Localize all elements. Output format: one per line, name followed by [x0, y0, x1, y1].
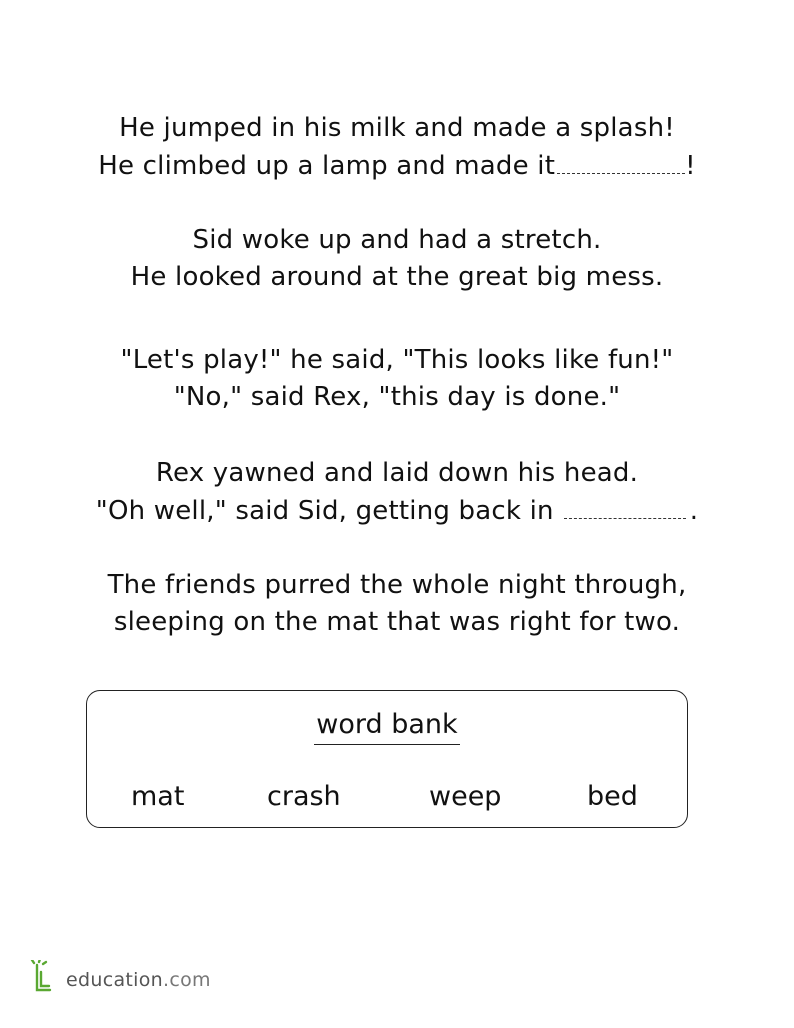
poem-line-with-blank: [0, 147, 794, 185]
logo-wordmark: education.com: [66, 969, 211, 991]
line-text-after: .: [689, 496, 699, 526]
stanza-2: [0, 222, 794, 296]
poem-line: Sid woke up and had a stretch.: [192, 225, 602, 255]
education-logo[interactable]: [28, 960, 211, 1000]
poem-line: "No," said Rex, "this day is done.": [173, 382, 621, 412]
poem-line: sleeping on the mat that was right for two.: [113, 607, 681, 637]
line-text-before: He climbed up a lamp and made it: [98, 151, 556, 181]
poem-line: Rex yawned and laid down his head.: [155, 458, 639, 488]
stanza-4: [0, 455, 794, 530]
word-bank-box: [86, 690, 688, 828]
poem-line: "Let's play!" he said, "This looks like fun!": [120, 345, 674, 375]
word-bank-word: crash: [267, 781, 341, 812]
line-text-before: "Oh well," said Sid, getting back in: [95, 496, 554, 526]
word-bank-word: bed: [587, 781, 638, 812]
poem-line-with-blank: [0, 492, 794, 530]
word-bank-title: word bank: [87, 709, 687, 745]
line-text-after: !: [685, 151, 696, 181]
stanza-3: [0, 342, 794, 416]
poem-line: The friends purred the whole night through,: [107, 570, 687, 600]
poem-line: He jumped in his milk and made a splash!: [119, 113, 675, 143]
poem-line: He looked around at the great big mess.: [130, 262, 664, 292]
word-bank-word: weep: [429, 781, 502, 812]
answer-blank-1[interactable]: [557, 147, 685, 174]
stanza-5: [0, 567, 794, 641]
answer-blank-2[interactable]: [564, 492, 686, 519]
word-bank-word: mat: [131, 781, 185, 812]
book-reader-icon: [28, 960, 64, 1000]
stanza-1: [0, 110, 794, 185]
